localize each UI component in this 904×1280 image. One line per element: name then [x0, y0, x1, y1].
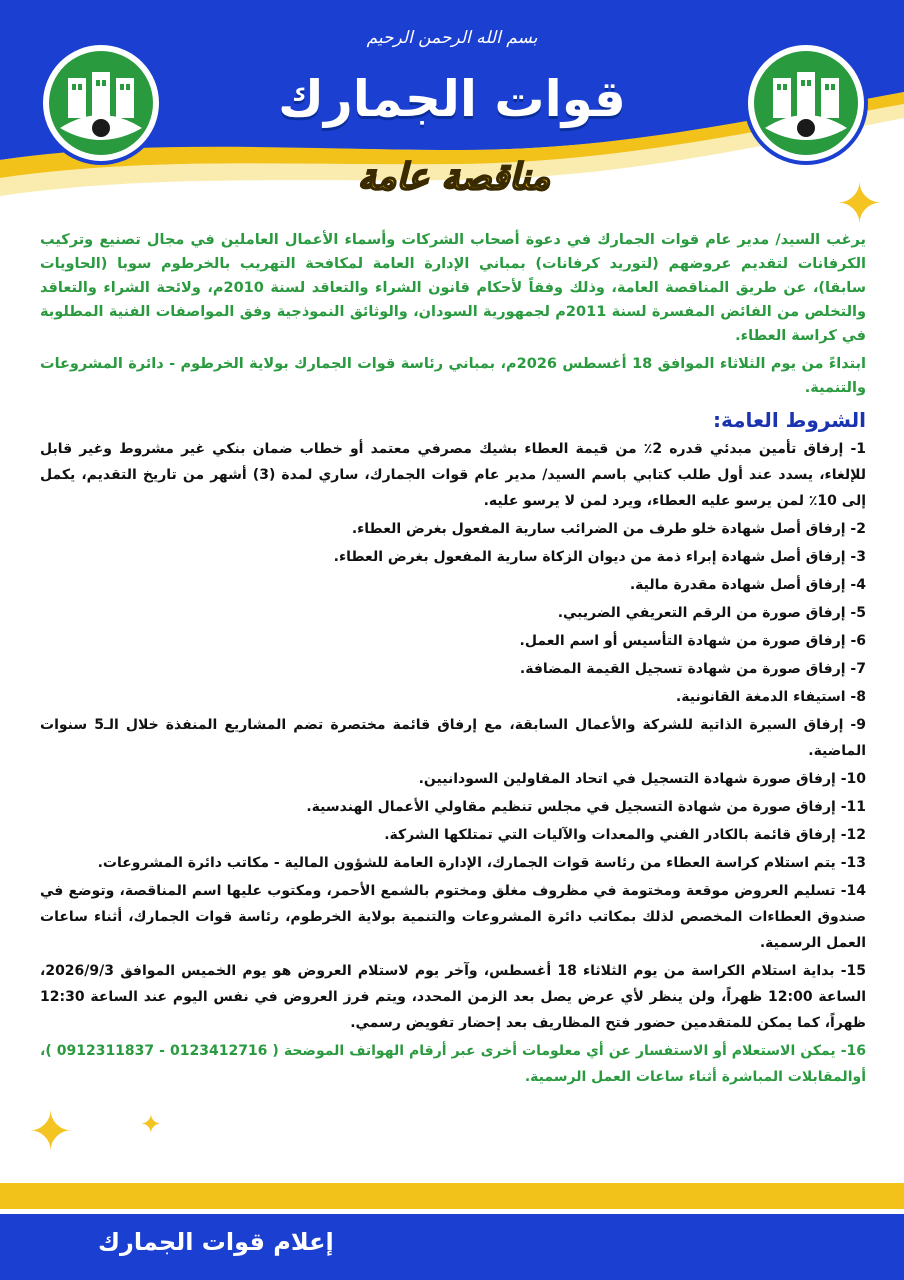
- customs-emblem-icon: [743, 40, 869, 166]
- condition-item: 2- إرفاق أصل شهادة خلو طرف من الضرائب سارية المفعول بغرض العطاء.: [351, 521, 866, 537]
- condition-item: 15- بداية استلام الكراسة من يوم الثلاثاء 18 أغسطس، وآخر يوم لاستلام العروض هو يوم الخميس الموافق 2026/9/3، الساعة 12:00 ظهراً، ولن ينظر لأي عرض يصل بعد الزمن المحدد، ويتم فرز العروض في نفس اليوم عند الساعة 12:30 ظهراً، كما يمكن للمتقدمين حضور فتح المظاريف بعد إحضار تفويض رسمي.: [40, 963, 867, 1031]
- condition-item: 3- إرفاق أصل شهادة إبراء ذمة من ديوان الزكاة سارية المفعول بغرض العطاء.: [333, 549, 866, 565]
- condition-item: 5- إرفاق صورة من الرقم التعريفي الضريبي.: [557, 605, 866, 621]
- basmala: بسم الله الرحمن الرحيم: [366, 28, 538, 48]
- page-title: قوات الجمارك: [278, 70, 626, 128]
- condition-item: 8- استيفاء الدمغة القانونية.: [675, 689, 866, 705]
- announcement-body: [40, 228, 866, 1092]
- condition-item: 14- تسليم العروض موقعة ومختومة في مظروف مغلق ومختوم بالشمع الأحمر، ومكتوب عليها اسم المناقصة، وتوضع في صندوق العطاءات المخصص لذلك بمكاتب دائرة المشروعات والتنمية بولاية الخرطوم، رئاسة قوات الجمارك، أثناء ساعات العمل الرسمية.: [40, 883, 866, 951]
- condition-item: 12- إرفاق قائمة بالكادر الفني والمعدات والآليات التي تمتلكها الشركة.: [384, 827, 866, 843]
- condition-item: 13- يتم استلام كراسة العطاء من رئاسة قوات الجمارك، الإدارة العامة للشؤون المالية - مكاتب دائرة المشروعات.: [97, 855, 866, 871]
- sparkle-icon: ✦: [28, 1100, 74, 1163]
- sparkle-icon: ✦: [140, 1110, 162, 1140]
- subtitle: مناقصة عامة: [357, 157, 551, 198]
- footer-credit: إعلام قوات الجمارك: [98, 1228, 334, 1256]
- subtitle-banner: [282, 154, 626, 202]
- condition-item: 7- إرفاق صورة من شهادة تسجيل القيمة المضافة.: [519, 661, 866, 677]
- footer-gold-band: [0, 1183, 904, 1209]
- condition-item-contact: 16- يمكن الاستعلام أو الاستفسار عن أي معلومات أخرى عبر أرقام الهواتف الموضحة ( 0123412716 - 0912311837 )، أوالمقابلات المباشرة أثناء ساعات العمل الرسمية.: [40, 1043, 866, 1085]
- intro-paragraph: يرغب السيد/ مدير عام قوات الجمارك في دعوة أصحاب الشركات وأسماء الأعمال العاملين في مجال تصنيع وتركيب الكرفانات لتقديم عروضهم (لتوريد كرفانات) بمباني الإدارة العامة لمكافحة التهريب بالخرطوم سوبا (الحاويات سابقا)، عن طريق المناقصة العامة، وذلك وفقاً لأحكام قانون الشراء والتعاقد لسنة 2010م، ولائحة الشراء والتعاقد والتخلص من الفائض المفسرة لسنة 2011م لجمهورية السودان، والوثائق النموذجية وفق المواصفات الفنية المطلوبة في كراسة العطاء.: [40, 232, 866, 344]
- conditions-list: [40, 436, 866, 1090]
- condition-item: 1- إرفاق تأمين مبدئي قدره 2٪ من قيمة العطاء بشيك مصرفي معتمد أو خطاب ضمان بنكي غير مشروط وغير قابل للإلغاء، يسدد عند أول طلب كتابي باسم السيد/ مدير عام قوات الجمارك، ساري لمدة (3) أشهر من تاريخ التقديم، يكمل إلى 10٪ لمن يرسو عليه العطاء، ويرد لمن لا يرسو عليه.: [40, 441, 867, 509]
- condition-item: 4- إرفاق أصل شهادة مقدرة مالية.: [629, 577, 866, 593]
- sparkle-icon: ✦: [836, 172, 883, 237]
- condition-item: 6- إرفاق صورة من شهادة التأسيس أو اسم العمل.: [519, 633, 866, 649]
- intro-date-paragraph: ابتداءً من يوم الثلاثاء الموافق 18 أغسطس 2026م، بمباني رئاسة قوات الجمارك بولاية الخرطوم - دائرة المشروعات والتنمية.: [40, 356, 866, 396]
- condition-item: 11- إرفاق صورة من شهادة التسجيل في مجلس تنظيم مقاولي الأعمال الهندسية.: [306, 799, 866, 815]
- customs-emblem-icon: [38, 40, 164, 166]
- condition-item: 9- إرفاق السيرة الذاتية للشركة والأعمال السابقة، مع إرفاق قائمة مختصرة تضم المشاريع المنفذة خلال الـ5 سنوات الماضية.: [40, 717, 866, 759]
- conditions-heading: الشروط العامة:: [713, 408, 866, 432]
- condition-item: 10- إرفاق صورة شهادة التسجيل في اتحاد المقاولين السودانيين.: [418, 771, 866, 787]
